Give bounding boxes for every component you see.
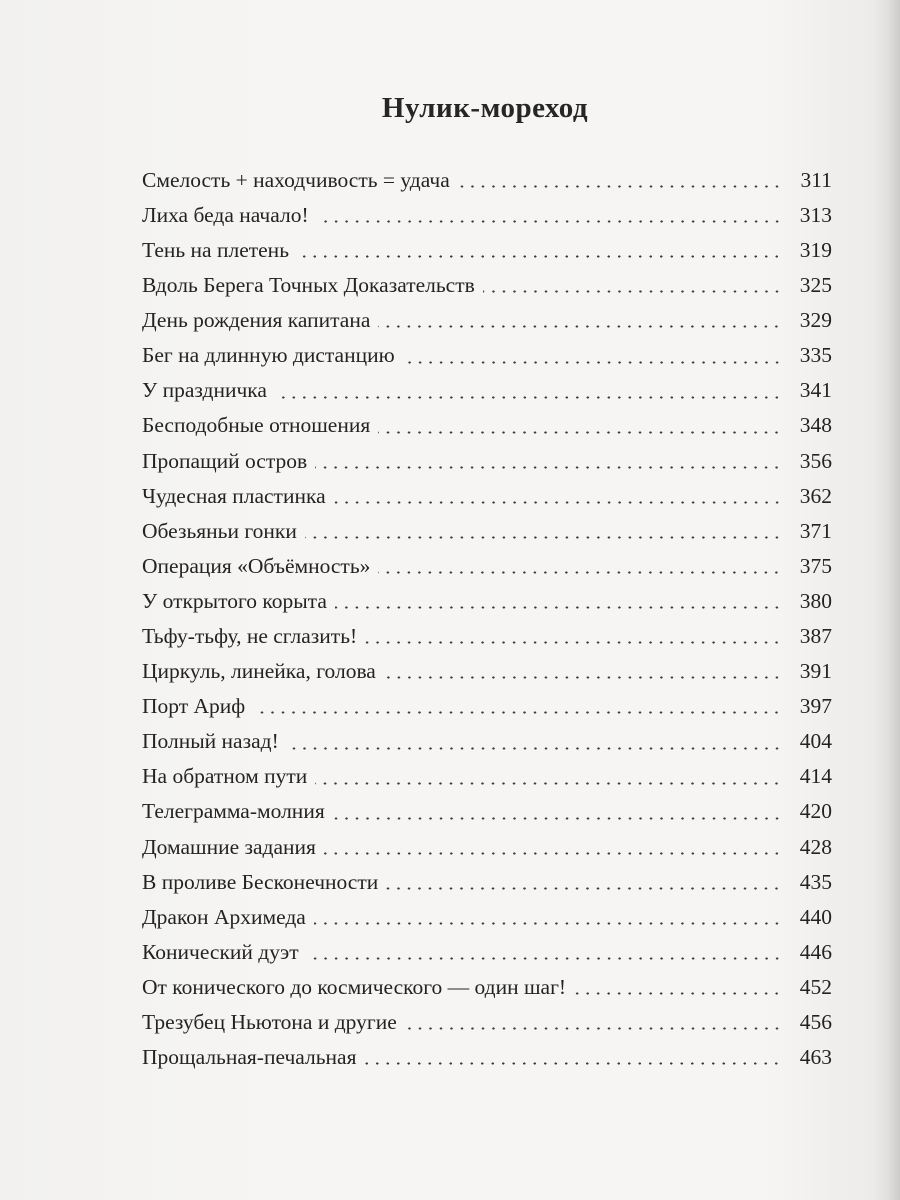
dot-leader (405, 1027, 782, 1030)
toc-entry (142, 900, 832, 935)
toc-entry-page-number: 404 (799, 729, 832, 754)
toc-entry (142, 374, 832, 409)
toc-entry-title: Обезьяньи гонки (142, 518, 297, 543)
toc-entry-title: Чудесная пластинка (142, 483, 326, 508)
toc-entry (142, 444, 832, 479)
toc-entry-page-number: 391 (799, 659, 832, 684)
toc-entry (142, 1005, 832, 1040)
toc-entry-title: У праздничка (142, 378, 267, 403)
toc-entry (142, 479, 832, 514)
dot-leader (305, 536, 782, 539)
page-edge-shadow (886, 0, 900, 1200)
toc-entry-page-number: 335 (799, 343, 832, 368)
toc-entry-title: Вдоль Берега Точных Доказательств (142, 273, 475, 298)
dot-leader (364, 1062, 782, 1065)
dot-leader (253, 711, 782, 714)
toc-entry-page-number: 325 (799, 273, 832, 298)
toc-entry (142, 654, 832, 689)
toc-entry (142, 303, 832, 338)
dot-leader (378, 571, 782, 574)
toc-entry-page-number: 452 (799, 974, 832, 999)
toc-entry-title: Полный назад! (142, 729, 279, 754)
toc-entry-title: Дракон Архимеда (142, 904, 306, 929)
toc-entry-page-number: 362 (799, 483, 832, 508)
toc-entry-title: Операция «Объёмность» (142, 553, 371, 578)
toc-entry-title: У открытого корыта (142, 588, 327, 613)
toc-entry-page-number: 319 (799, 237, 832, 262)
toc-entry-page-number: 414 (799, 764, 832, 789)
toc-entry-title: Телеграмма-молния (142, 799, 325, 824)
dot-leader (378, 431, 782, 434)
toc-entry-title: Лиха беда начало! (142, 202, 309, 227)
dot-leader (403, 361, 782, 364)
toc-entry-page-number: 456 (799, 1010, 832, 1035)
toc-entry-title: Домашние задания (142, 834, 316, 859)
dot-leader (365, 641, 782, 644)
toc-entry-title: Тень на плетень (142, 237, 289, 262)
dot-leader (297, 255, 782, 258)
toc-entry-page-number: 440 (799, 904, 832, 929)
toc-entry-page-number: 463 (799, 1045, 832, 1070)
toc-entry-title: Бесподобные отношения (142, 413, 371, 438)
section-title: Нулик-мореход (381, 92, 589, 124)
toc-entry-page-number: 348 (799, 413, 832, 438)
toc-entry-title: Конический дуэт (142, 939, 299, 964)
dot-leader (287, 747, 782, 750)
toc-entry-title: Тьфу-тьфу, не сглазить! (142, 624, 358, 649)
table-of-contents (142, 163, 832, 1075)
dot-leader (386, 887, 782, 890)
dot-leader (324, 852, 782, 855)
toc-entry-page-number: 375 (799, 553, 832, 578)
toc-entry-page-number: 397 (799, 694, 832, 719)
toc-entry-title: На обратном пути (142, 764, 308, 789)
toc-entry-page-number: 428 (799, 834, 832, 859)
toc-entry (142, 830, 832, 865)
toc-entry-title: Прощальная-печальная (142, 1045, 357, 1070)
toc-entry (142, 584, 832, 619)
toc-entry (142, 268, 832, 303)
toc-entry (142, 338, 832, 373)
toc-entry-page-number: 371 (799, 518, 832, 543)
toc-entry-page-number: 356 (799, 448, 832, 473)
dot-leader (384, 676, 782, 679)
toc-entry-title: Пропащий остров (142, 448, 308, 473)
toc-entry-title: От конического до космического — один шаг! (142, 974, 567, 999)
dot-leader (483, 290, 782, 293)
dot-leader (275, 396, 782, 399)
toc-entry-title: В проливе Бесконечности (142, 869, 379, 894)
toc-entry (142, 198, 832, 233)
toc-entry (142, 935, 832, 970)
dot-leader (307, 957, 782, 960)
toc-entry-title: Смелость + находчивость = удача (142, 167, 450, 192)
toc-entry (142, 795, 832, 830)
toc-entry (142, 865, 832, 900)
toc-entry-title: Трезубец Ньютона и другие (142, 1010, 397, 1035)
dot-leader (317, 220, 782, 223)
toc-entry (142, 409, 832, 444)
toc-entry-page-number: 387 (799, 624, 832, 649)
dot-leader (574, 992, 782, 995)
dot-leader (335, 606, 782, 609)
toc-entry-title: Циркуль, линейка, голова (142, 659, 376, 684)
dot-leader (334, 501, 782, 504)
toc-entry (142, 760, 832, 795)
toc-entry (142, 970, 832, 1005)
toc-entry-page-number: 380 (799, 588, 832, 613)
toc-entry (142, 689, 832, 724)
toc-entry-page-number: 311 (800, 167, 832, 192)
toc-entry (142, 163, 832, 198)
dot-leader (333, 817, 782, 820)
dot-leader (458, 185, 782, 188)
dot-leader (378, 325, 782, 328)
toc-entry-page-number: 329 (799, 308, 832, 333)
dot-leader (314, 922, 782, 925)
toc-entry (142, 1040, 832, 1075)
dot-leader (315, 782, 782, 785)
toc-entry-title: Бег на длинную дистанцию (142, 343, 395, 368)
toc-entry (142, 514, 832, 549)
toc-entry (142, 233, 832, 268)
toc-entry (142, 619, 832, 654)
toc-entry-page-number: 341 (799, 378, 832, 403)
toc-entry-title: День рождения капитана (142, 308, 371, 333)
toc-entry-page-number: 435 (799, 869, 832, 894)
dot-leader (315, 466, 782, 469)
toc-entry-page-number: 420 (799, 799, 832, 824)
toc-entry (142, 549, 832, 584)
toc-entry-page-number: 313 (799, 202, 832, 227)
toc-entry (142, 725, 832, 760)
toc-entry-page-number: 446 (799, 939, 832, 964)
toc-entry-title: Порт Ариф (142, 694, 246, 719)
